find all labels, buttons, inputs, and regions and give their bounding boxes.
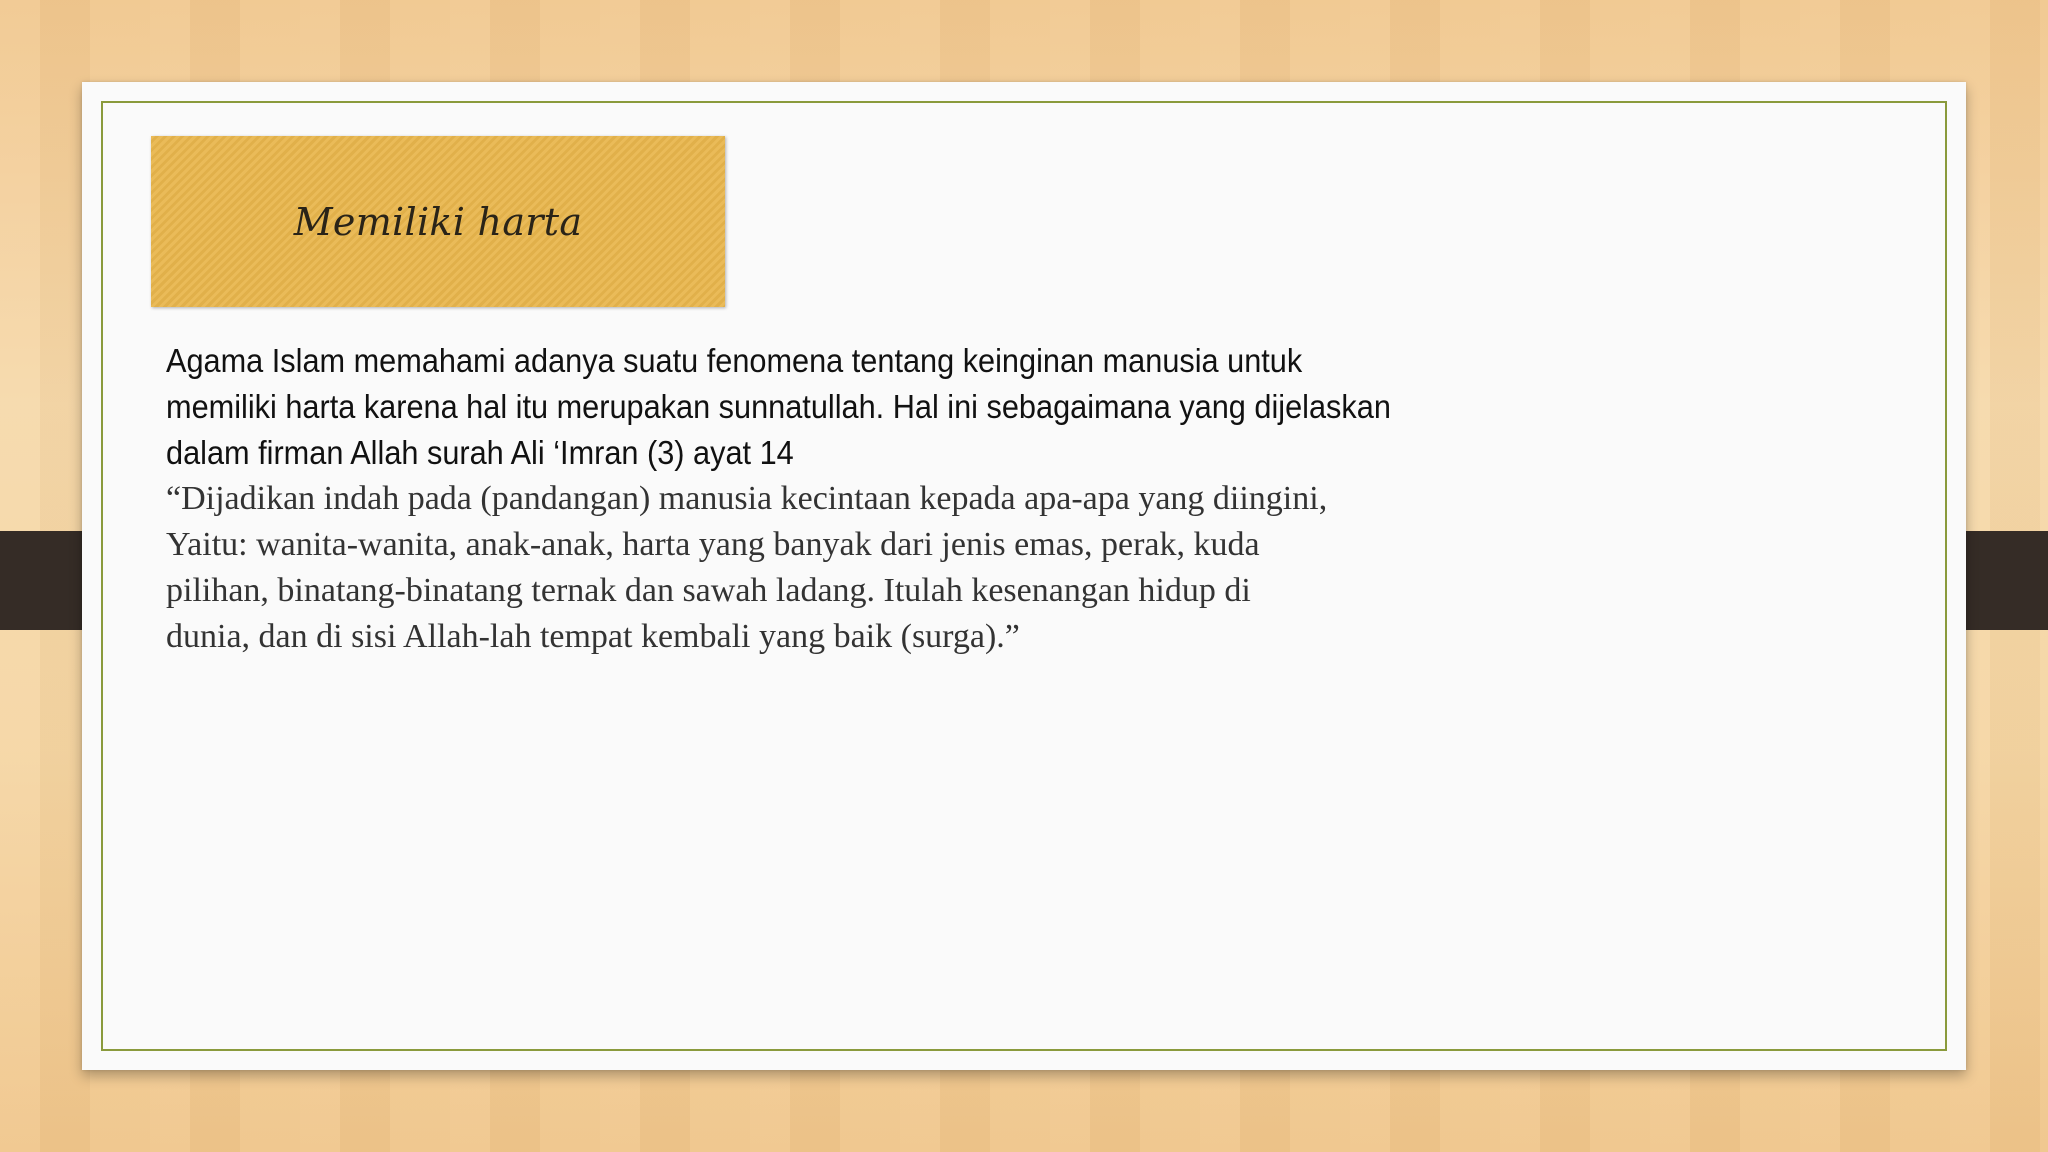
quran-quote: “Dijadikan indah pada (pandangan) manusia kecintaan kepada apa-apa yang diingini, Yaitu: wanita-wanita, anak-anak, harta yang banyak dari jenis emas, perak, kuda pilihan, binatang-binatang ternak dan sawah ladang. Itulah kesenangan hidup di dunia, dan di sisi Allah-lah tempat kembali yang baik (surga).” — [166, 480, 1328, 655]
slide-title: Memiliki harta — [293, 199, 583, 244]
slide-card — [82, 82, 1966, 1070]
body-paragraph: Agama Islam memahami adanya suatu fenomena tentang keinginan manusia untuk memiliki harta karena hal itu merupakan sunnatullah. Hal ini sebagaimana yang dijelaskan dalam firman Allah surah Ali ‘Imran (3) ayat 14 — [166, 342, 1391, 471]
title-box — [151, 136, 725, 307]
slide-body — [166, 338, 1556, 660]
